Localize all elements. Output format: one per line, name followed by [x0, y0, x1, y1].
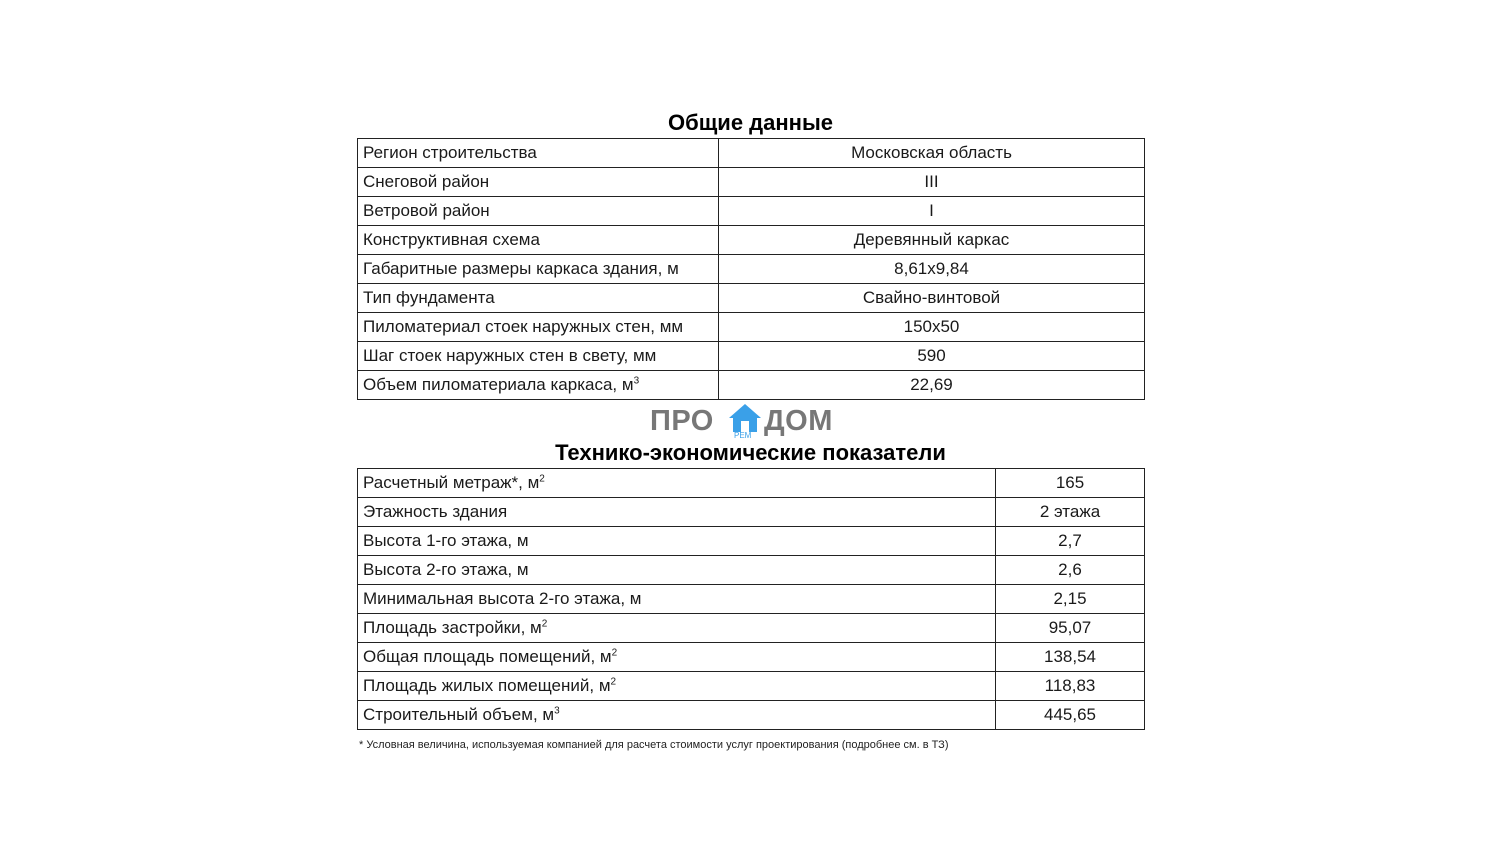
row-value: 95,07 — [996, 614, 1145, 643]
table-row — [358, 371, 1145, 400]
row-label: Минимальная высота 2-го этажа, м — [358, 585, 996, 614]
row-label: Габаритные размеры каркаса здания, м — [358, 255, 719, 284]
row-label: Высота 2-го этажа, м — [358, 556, 996, 585]
table-row — [358, 643, 1145, 672]
row-label — [358, 672, 996, 701]
table-row — [358, 585, 1145, 614]
logo-text-left: ПРО — [650, 405, 714, 437]
row-label — [358, 469, 996, 498]
row-label: Регион строительства — [358, 139, 719, 168]
row-value: Свайно-винтовой — [719, 284, 1145, 313]
row-label: Тип фундамента — [358, 284, 719, 313]
row-value: 590 — [719, 342, 1145, 371]
table-row — [358, 556, 1145, 585]
row-value: Деревянный каркас — [719, 226, 1145, 255]
row-label: Ветровой район — [358, 197, 719, 226]
table-row — [358, 469, 1145, 498]
table-row — [358, 226, 1145, 255]
table-row — [358, 342, 1145, 371]
table-row — [358, 139, 1145, 168]
row-value: 150x50 — [719, 313, 1145, 342]
row-label: Этажность здания — [358, 498, 996, 527]
row-label: Шаг стоек наружных стен в свету, мм — [358, 342, 719, 371]
row-label — [358, 614, 996, 643]
table-row — [358, 614, 1145, 643]
row-value: 118,83 — [996, 672, 1145, 701]
row-label-text: Площадь застройки, м — [363, 618, 542, 637]
unit-superscript: 2 — [541, 618, 548, 630]
table-row — [358, 498, 1145, 527]
row-value: 2,15 — [996, 585, 1145, 614]
unit-superscript: 2 — [611, 647, 618, 659]
row-label: Высота 1-го этажа, м — [358, 527, 996, 556]
row-value: III — [719, 168, 1145, 197]
row-label — [358, 701, 996, 730]
table-row — [358, 197, 1145, 226]
row-label: Пиломатериал стоек наружных стен, мм — [358, 313, 719, 342]
row-value: 138,54 — [996, 643, 1145, 672]
unit-superscript: 3 — [554, 705, 560, 717]
row-value: Московская область — [719, 139, 1145, 168]
unit-superscript: 2 — [539, 473, 545, 485]
table-row — [358, 527, 1145, 556]
row-label — [358, 371, 719, 400]
table-row — [358, 255, 1145, 284]
footnote: * Условная величина, используемая компанией для расчета стоимости услуг проектирования (подробнее см. в ТЗ) — [359, 739, 949, 751]
row-value: I — [719, 197, 1145, 226]
row-value: 2 этажа — [996, 498, 1145, 527]
table-row — [358, 284, 1145, 313]
row-value: 8,61x9,84 — [719, 255, 1145, 284]
row-label-text: Расчетный метраж*, м — [363, 473, 540, 492]
prodom-logo — [650, 400, 850, 442]
table-row — [358, 701, 1145, 730]
row-value: 2,7 — [996, 527, 1145, 556]
row-label-text: Площадь жилых помещений, м — [363, 676, 611, 695]
row-label-text: Строительный объем, м — [363, 705, 555, 724]
row-value: 165 — [996, 469, 1145, 498]
unit-superscript: 2 — [610, 676, 617, 688]
row-value: 2,6 — [996, 556, 1145, 585]
general-data-title: Общие данные — [668, 110, 833, 135]
general-data-table — [357, 138, 1145, 400]
table-row — [358, 313, 1145, 342]
row-label-text: Объем пиломатериала каркаса, м — [363, 375, 634, 394]
row-value: 445,65 — [996, 701, 1145, 730]
tech-indicators-table — [357, 468, 1145, 730]
row-label-text: Общая площадь помещений, м — [363, 647, 612, 666]
table-row — [358, 168, 1145, 197]
unit-superscript: 3 — [633, 375, 640, 387]
row-label: Конструктивная схема — [358, 226, 719, 255]
tech-indicators-title: Технико-экономические показатели — [555, 440, 946, 465]
row-label: Снеговой район — [358, 168, 719, 197]
logo-text-right: ДОМ — [764, 405, 833, 437]
logo-small-text: РЕМ — [734, 431, 752, 440]
row-value: 22,69 — [719, 371, 1145, 400]
table-row — [358, 672, 1145, 701]
row-label — [358, 643, 996, 672]
